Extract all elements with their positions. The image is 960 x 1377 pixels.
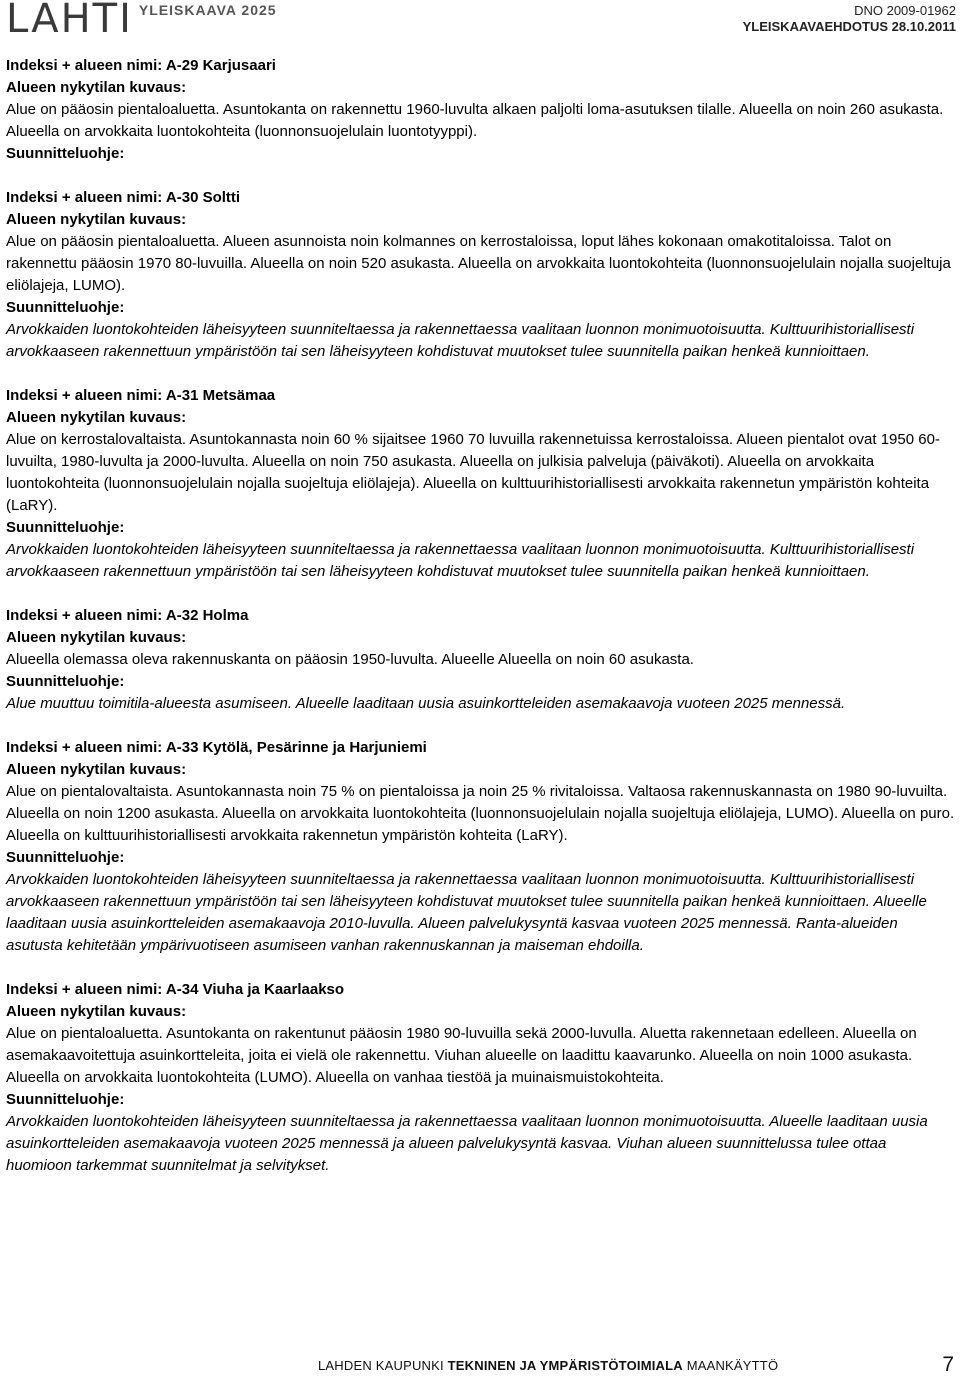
lahti-logo [6,0,277,42]
description-text: Alue on pääosin pientaloaluetta. Asuntokanta on rakennettu 1960-luvulta alkaen paljolti loma-asutuksen tilalle. Alueella on noin 260 asukasta. Alueella on arvokkaita luontokohteita (luonnonsuojelulain luontotyyppi). [6,101,944,140]
area-section-a32 [6,605,956,715]
guideline-text: Alue muuttuu toimitila-alueesta asumiseen. Alueelle laaditaan uusia asuinkortteleiden asemakaavoja vuoteen 2025 mennessä. [6,695,846,712]
guideline-label: Suunnitteluohje: [6,145,125,162]
footer-unit: MAANKÄYTTÖ [686,1358,779,1373]
section-title: Indeksi + alueen nimi: A-34 Viuha ja Kaarlaakso [6,981,345,998]
description-text: Alue on pientalovaltaista. Asuntokannasta noin 75 % on pientaloissa ja noin 25 % rivitaloissa. Valtaosa rakennuskannasta on 1980 90-luvuilta. Alueella on noin 1200 asukasta. Alueella on arvokkaita luontokohteita (luonnonsuojelulain nojalla suojeltuja eliölajeja, LUMO). Alueella on puro. Alueella on kulttuurihistoriallisesti arvokkaita rakennetun ympäristön kohteita (LaRY). [6,783,955,844]
area-section-a29 [6,55,956,165]
guideline-label: Suunnitteluohje: [6,299,125,316]
guideline-label: Suunnitteluohje: [6,673,125,690]
section-title: Indeksi + alueen nimi: A-31 Metsämaa [6,387,276,404]
page-footer [0,1353,960,1377]
guideline-label: Suunnitteluohje: [6,849,125,866]
description-label: Alueen nykytilan kuvaus: [6,409,187,426]
guideline-label: Suunnitteluohje: [6,519,125,536]
logo-wordmark: LAHTI [6,0,133,42]
logo-subtitle: YLEISKAAVA 2025 [138,2,277,18]
description-label: Alueen nykytilan kuvaus: [6,211,187,228]
document-body [6,55,956,1199]
draft-label: YLEISKAAVAEHDOTUS 28.10.2011 [742,19,956,34]
section-title: Indeksi + alueen nimi: A-29 Karjusaari [6,57,276,74]
footer-org: LAHDEN KAUPUNKI [318,1358,444,1373]
description-label: Alueen nykytilan kuvaus: [6,1003,187,1020]
section-title: Indeksi + alueen nimi: A-32 Holma [6,607,249,624]
description-label: Alueen nykytilan kuvaus: [6,761,187,778]
area-section-a34 [6,979,956,1177]
section-title: Indeksi + alueen nimi: A-33 Kytölä, Pesärinne ja Harjuniemi [6,739,427,756]
footer-dept: TEKNINEN JA YMPÄRISTÖTOIMIALA [447,1358,683,1373]
area-section-a33 [6,737,956,957]
description-text: Alue on pientaloaluetta. Asuntokanta on rakentunut pääosin 1980 90-luvuilla sekä 2000-luvulla. Aluetta rakennetaan edelleen. Alueella on asemakaavoitettuja asuinkortteleita, joita ei vielä ole rakennettu. Viuhan alueelle on laadittu kaavarunko. Alueella on noin 1000 asukasta. Alueella on arvokkaita luontokohteita (LUMO). Alueella on vanhaa tiestöä ja muinaismuistokohteita. [6,1025,917,1086]
page-header [0,0,960,46]
description-text: Alue on pääosin pientaloaluetta. Alueen asunnoista noin kolmannes on kerrostaloissa, loput lähes kokonaan omakotitaloissa. Talot on rakennettu pääosin 1970 80-luvuilla. Alueella on noin 520 asukasta. Alueella on arvokkaita luontokohteita (luonnonsuojelulain nojalla suojeltuja eliölajeja, LUMO). [6,233,951,294]
description-label: Alueen nykytilan kuvaus: [6,79,187,96]
description-text: Alueella olemassa oleva rakennuskanta on pääosin 1950-luvulta. Alueelle Alueella on noin 60 asukasta. [6,651,694,668]
guideline-label: Suunnitteluohje: [6,1091,125,1108]
guideline-text: Arvokkaiden luontokohteiden läheisyyteen suunniteltaessa ja rakennettaessa vaalitaan luonnon monimuotoisuutta. Kulttuurihistoriallisesti arvokkaaseen rakennettuun ympäristöön tai sen läheisyyteen kohdistuvat muutokset tulee suunnitella paikan henkeä kunnioittaen. [6,321,915,360]
page-number: 7 [942,1353,954,1376]
guideline-text: Arvokkaiden luontokohteiden läheisyyteen suunniteltaessa ja rakennettaessa vaalitaan luonnon monimuotoisuutta. Kulttuurihistoriallisesti arvokkaaseen rakennettuun ympäristöön tai sen läheisyyteen kohdistuvat muutokset tulee suunnitella paikan henkeä kunnioittaen. Alueelle laaditaan uusia asuinkortteleiden asemakaavoja 2010-luvulla. Alueen palvelukysyntä kasvaa vuoteen 2025 mennessä. Ranta-alueiden asutusta kehitetään ympärivuotiseen asumiseen vanhan rakennuskannan ja maiseman ehdoilla. [6,871,927,954]
description-label: Alueen nykytilan kuvaus: [6,629,187,646]
area-section-a31 [6,385,956,583]
guideline-text: Arvokkaiden luontokohteiden läheisyyteen suunniteltaessa ja rakennettaessa vaalitaan luonnon monimuotoisuutta. Kulttuurihistoriallisesti arvokkaaseen rakennettuun ympäristöön tai sen läheisyyteen kohdistuvat muutokset tulee suunnitella paikan henkeä kunnioittaen. [6,541,915,580]
guideline-text: Arvokkaiden luontokohteiden läheisyyteen suunniteltaessa ja rakennettaessa vaalitaan luonnon monimuotoisuutta. Alueelle laaditaan uusia asuinkortteleiden asemakaavoja vuoteen 2025 mennessä ja alueen palvelukysyntä kasvaa. Viuhan alueen suunnittelussa tulee ottaa huomioon tarkemmat suunnitelmat ja selvitykset. [6,1113,928,1174]
area-section-a30 [6,187,956,363]
document-number: DNO 2009-01962 [854,3,956,18]
description-text: Alue on kerrostalovaltaista. Asuntokannasta noin 60 % sijaitsee 1960 70 luvuilla rakennetuissa kerrostaloissa. Alueen pientalot ovat 1950 60-luvuilta, 1980-luvulta ja 2000-luvulta. Alueella on noin 750 asukasta. Alueella on julkisia palveluja (päiväkoti). Alueella on arvokkaita luontokohteita (luonnonsuojelulain nojalla suojeltuja eliölajeja). Alueella on kulttuurihistoriallisesti arvokkaita rakennetun ympäristön kohteita (LaRY). [6,431,940,514]
section-title: Indeksi + alueen nimi: A-30 Soltti [6,189,241,206]
document-meta [743,3,956,35]
footer-organization [318,1358,778,1373]
